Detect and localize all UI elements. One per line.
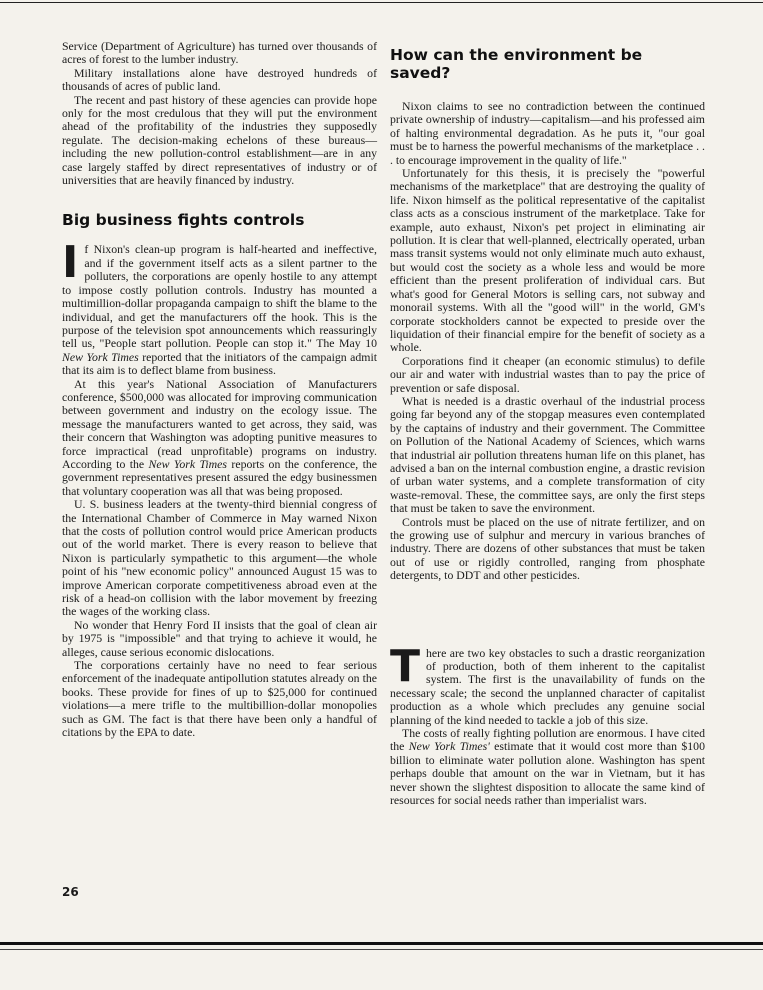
section-gap — [390, 583, 705, 647]
text-run: The costs of really fighting pollution are enormous. I have cited the — [390, 726, 705, 754]
paragraph: Corporations find it cheaper (an economic stimulus) to defile our air and water with industrial wastes than to pay the price of prevention or safe disposal. — [390, 353, 705, 395]
text-run: At this year's National Association of Manufacturers conference, $500,000 was allocated for improving communication between government and industry on the ecology issue. The message the manufacturers wanted to get across, they said, was their concern that Washington was adopting punitive measures to force impractical (read unprofitable) programs on industry. According to the — [62, 376, 377, 471]
bottom-rule — [0, 942, 763, 945]
paragraph: The corporations certainly have no need to fear serious enforcement of the inadequate antipollution statutes already on the books. These provide for fines of up to $25,000 for continued violations—a mere trifle to the multibillion-dollar monopolies such as GM. The fact is that there have been only a handful of citations by the EPA to date. — [62, 658, 377, 740]
section-heading: Big business fights controls — [62, 211, 305, 230]
paragraph — [62, 378, 377, 499]
paragraph: Nixon claims to see no contradiction between the continued private ownership of industry—capitalism—and his professed aim of halting environmental degradation. As he puts it, "our goal must be to harness the powerful mechanisms of the marketplace . . . to encourage improvement in the quality of life." — [390, 99, 705, 167]
text-run: here are two key obstacles to such a drastic reorganization of production, both of them inherent to the capitalist system. The first is the unavailability of funds on the necessary scale; the second the unplanned character of capitalist production as a whole which precludes any genuine social planning of the kind needed to tackle a job of this size. — [390, 645, 705, 727]
text-run: reported that the initiators of the campaign admit that its aim is to deflect blame from business. — [62, 349, 378, 378]
paragraph: What is needed is a drastic overhaul of the industrial process going far beyond any of the stopgap measures even contemplated by the captains of industry and their government. The Committee on Pollution of the National Academy of Sciences, which warns that industrial air pollution threatens human life on this planet, has advised a ban on the internal combustion engine, a drastic revision of urban water systems, and a complete transformation of city waste-removal. These, the committee says, are only the first steps that must be taken to save the environment. — [390, 393, 705, 516]
paragraph: U. S. business leaders at the twenty-third biennial congress of the International Chamber of Commerce in May warned Nixon that the costs of pollution control would price American products out of the world market. There is every reason to believe that Nixon is particularly sympathetic to this argument—the whole point of his "new economic policy" announced August 15 was to improve American corporate competitiveness abroad even at the risk of a head-on collision with the labor movement by freezing the wages of the working class. — [62, 497, 377, 619]
text-run: estimate that it would cost more than $100 billion to eliminate water pollution alone. Washington has spent perhaps double that amount on the war in Vietnam, but it has never shown the slightest disposition to allocate the same kind of resources for social needs rather than imperialist wars. — [390, 739, 705, 808]
right-column — [390, 40, 705, 808]
publication-title: New York Times' — [408, 739, 490, 754]
text-run: f Nixon's clean-up program is half-hearted and ineffective, and if the government itself acts as a silent partner to the polluters, the corporations are openly hostile to any attempt to impose costly pollution controls. Industry has mounted a multimillion-dollar propaganda campaign to shift the blame to the individual, and get the manufacturers off the hook. This is the purpose of the television spot announcements which reassuringly tell us, "People start pollution. People can stop it." The May 10 — [62, 242, 377, 351]
top-rule — [0, 2, 763, 3]
section-heading: How can the environment be saved? — [390, 46, 643, 82]
page-number: 26 — [62, 885, 79, 899]
paragraph: Unfortunately for this thesis, it is precisely the "powerful mechanisms of the marketplace" that are destroying the quality of life. Nixon himself as the political representative of the capitalist class acts as a conscious instrument of the marketplace. Take for example, auto exhaust, Nixon's pet project in eliminating air pollution. It is clear that well-planned, electrically operated, urban mass transit systems would not only eliminate much auto exhaust, but would cost the society as a whole less and would be more efficient than the present proliferation of individual cars. But what's good for General Motors is selling cars, not subway and monorail systems. With all the "good will" in the world, GM's corporate stockholders cannot be expected to preside over the liquidation of their financial empire for the benefit of society as a whole. — [390, 166, 705, 355]
text-run: reports on the conference, the government representatives present assured the edgy businessmen that voluntary cooperation was all that was being proposed. — [62, 456, 377, 498]
drop-cap: T — [390, 640, 421, 692]
publication-title: New York Times — [148, 456, 228, 471]
paragraph: Service (Department of Agriculture) has turned over thousands of acres of forest to the lumber industry. — [62, 39, 377, 67]
paragraph: Military installations alone have destroyed hundreds of thousands of acres of public land. — [62, 65, 377, 94]
paragraph: Controls must be placed on the use of nitrate fertilizer, and on the growing use of sulphur and mercury in various branches of industry. There are dozens of other substances that must be taken out of use or rigidly controlled, ranging from phosphate detergents, to DDT and other pesticides. — [390, 514, 705, 583]
publication-title: New York Times — [62, 349, 139, 364]
paragraph — [62, 237, 378, 378]
paragraph: The recent and past history of these agencies can provide hope only for the most credulous that they will put the environment ahead of the profitability of the industries they supposedly regulate. The decision-making echelons of these bureaus—including the new pollution-control establishment—are in any case largely staffed by direct representatives of industry or of universities that are heavily financed by industry. — [62, 92, 377, 188]
drop-cap: I — [62, 237, 79, 289]
paragraph — [390, 640, 705, 727]
paragraph — [390, 727, 705, 807]
left-column — [62, 40, 377, 740]
bottom-rule-thin — [0, 949, 763, 950]
paragraph: No wonder that Henry Ford II insists that the goal of clean air by 1975 is "impossible" and that trying to achieve it would, he alleges, cause serious economic dislocations. — [62, 617, 377, 659]
